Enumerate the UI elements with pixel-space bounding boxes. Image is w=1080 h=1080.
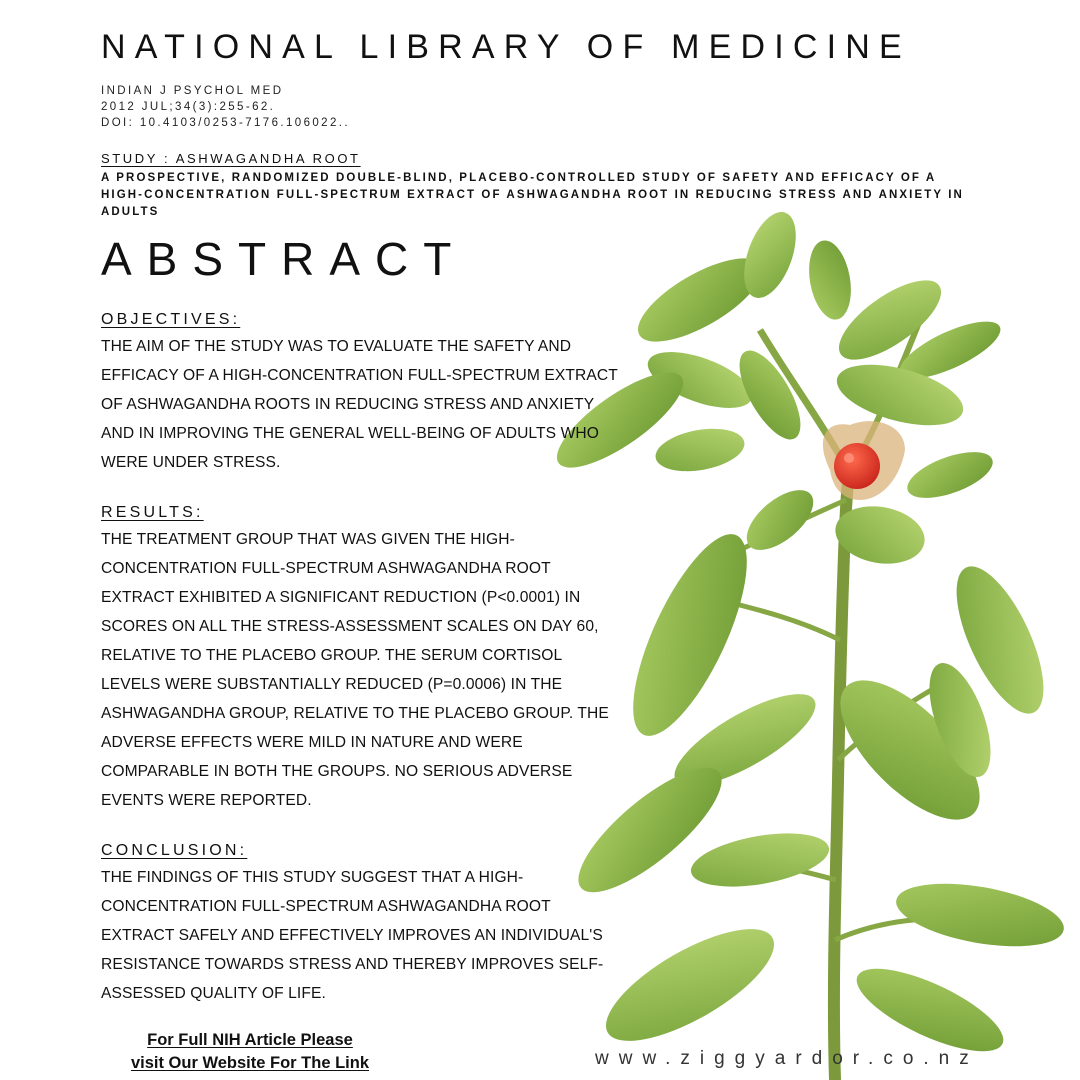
study-title: A PROSPECTIVE, RANDOMIZED DOUBLE-BLIND, PLACEBO-CONTROLLED STUDY OF SAFETY AND EFFICACY OF A HIGH-CONCENTRATION FULL-SPECTRUM EXTRACT OF ASHWAGANDHA ROOT IN REDUCING STRESS AND ANXIETY IN ADULTS bbox=[101, 172, 964, 218]
site-title: NATIONAL LIBRARY OF MEDICINE bbox=[101, 28, 911, 66]
results-heading: RESULTS: bbox=[101, 504, 204, 521]
study-label: STUDY : ASHWAGANDHA ROOT bbox=[101, 151, 361, 166]
cta-line-2: visit Our Website For The Link bbox=[130, 1054, 370, 1072]
conclusion-body: THE FINDINGS OF THIS STUDY SUGGEST THAT A HIGH- CONCENTRATION FULL-SPECTRUM ASHWAGANDHA ROOT EXTRACT SAFELY AND EFFECTIVELY IMPROVES AN INDIVIDUAL'S RESISTANCE TOWARDS STRESS AND THEREBY IMPROVES SELF- ASSESSED QUALITY OF LIFE. bbox=[101, 869, 604, 1002]
conclusion-heading: CONCLUSION: bbox=[101, 842, 248, 859]
citation-block bbox=[101, 83, 350, 131]
results-body: THE TREATMENT GROUP THAT WAS GIVEN THE HIGH- CONCENTRATION FULL-SPECTRUM ASHWAGANDHA ROOT EXTRACT EXHIBITED A SIGNIFICANT REDUCTION (P<0.0001) IN SCORES ON ALL THE STRESS-ASSESSMENT SCALES ON DAY 60, RELATIVE TO THE PLACEBO GROUP. THE SERUM CORTISOL LEVELS WERE SUBSTANTIALLY REDUCED (P=0.0006) IN THE ASHWAGANDHA GROUP, RELATIVE TO THE PLACEBO GROUP. THE ADVERSE EFFECTS WERE MILD IN NATURE AND WERE COMPARABLE IN BOTH THE GROUPS. NO SERIOUS ADVERSE EVENTS WERE REPORTED. bbox=[101, 531, 609, 809]
abstract-heading: ABSTRACT bbox=[101, 233, 467, 285]
journal-name: INDIAN J PSYCHOL MED bbox=[101, 85, 284, 97]
publication-date: 2012 JUL;34(3):255-62. bbox=[101, 101, 276, 113]
cta-line-1: For Full NIH Article Please bbox=[147, 1031, 353, 1049]
objectives-body: THE AIM OF THE STUDY WAS TO EVALUATE THE SAFETY AND EFFICACY OF A HIGH-CONCENTRATION FULL-SPECTRUM EXTRACT OF ASHWAGANDHA ROOTS IN REDUCING STRESS AND ANXIETY AND IN IMPROVING THE GENERAL WELL-BEING OF ADULTS WHO WERE UNDER STRESS. bbox=[101, 338, 618, 471]
full-article-link[interactable] bbox=[100, 1029, 400, 1075]
objectives-heading: OBJECTIVES: bbox=[101, 311, 241, 328]
doi: DOI: 10.4103/0253-7176.106022.. bbox=[101, 117, 350, 129]
website-url[interactable]: www.ziggyardor.co.nz bbox=[595, 1048, 979, 1069]
